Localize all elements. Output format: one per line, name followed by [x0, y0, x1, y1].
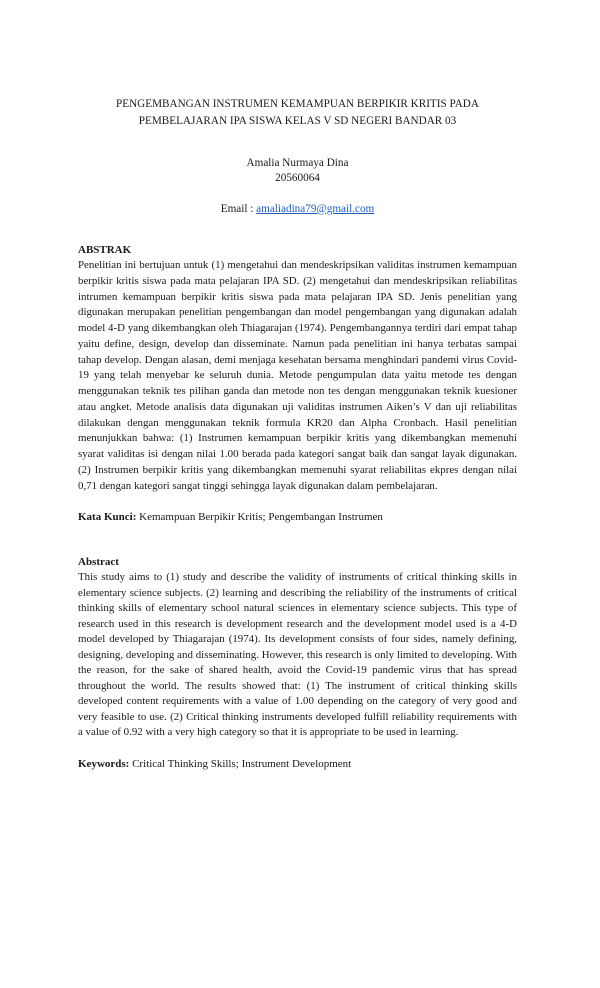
title-line-1: PENGEMBANGAN INSTRUMEN KEMAMPUAN BERPIKIR KRITIS PADA	[116, 98, 479, 110]
abstract-heading: Abstract	[78, 556, 119, 569]
kata-kunci-text: Kemampuan Berpikir Kritis; Pengembangan Instrumen	[136, 511, 383, 524]
email-line	[78, 202, 517, 217]
email-link[interactable]: amaliadina79@gmail.com	[256, 203, 375, 215]
keywords-text: Critical Thinking Skills; Instrument Development	[129, 757, 352, 770]
author-name: Amalia Nurmaya Dina	[246, 157, 349, 169]
keywords-line	[78, 757, 517, 772]
paper-title	[78, 96, 517, 130]
author-id: 20560064	[275, 172, 320, 184]
paper-body	[78, 96, 517, 772]
kata-kunci-line	[78, 510, 517, 525]
abstrak-body: Penelitian ini bertujuan untuk (1) mengetahui dan mendeskripsikan validitas instrumen kemampuan berpikir kritis siswa pada mata pelajaran IPA SD. (2) mengetahui dan mendeskripsikan reliabilitas intrumen kemampuan berpikir kritis siswa pada mata pelajaran IPA SD. Jenis penelitian yang digunakan merupakan penelitian pengembangan dan model pengembangan yang digunakan adalah model 4-D yang dikembangkan oleh Thiagarajan (1974). Pengembangannya terdiri dari empat tahap yaitu define, design, develop dan disseminate. Namun pada penelitian ini hanya terbatas sampai tahap develop. Dengan alasan, demi menjaga kesehatan bersama menghindari pandemi virus Covid-19 yang telah menyebar ke seluruh dunia. Metode pengumpulan data yaitu metode tes dengan menggunakan teknik tes pilihan ganda dan metode non tes dengan menggunakan teknik kuesioner atau angket. Metode analisis data digunakan uji validitas instrumen Aiken’s V dan uji reliabilitas dilakukan dengan menggunakan teknik formula KR20 dan Alpha Cronbach. Hasil penelitian menunjukkan bahwa: (1) Instrumen kemampuan berpikir kritis yang dikembangkan memenuhi syarat validitas isi dengan nilai 1.00 berada pada kategori sangat baik dan sangat layak digunakan. (2) Instrumen berpikir kritis yang dikembangkan memenuhi syarat reliabilitas ekpres dengan nilai 0,71 dengan kategori sangat tinggi sehingga layak digunakan dalam pembelajaran.	[78, 259, 517, 492]
keywords-label: Keywords:	[78, 757, 130, 770]
email-label: Email :	[220, 203, 257, 215]
title-line-2: PEMBELAJARAN IPA SISWA KELAS V SD NEGERI BANDAR 03	[138, 115, 457, 127]
abstract-body: This study aims to (1) study and describe the validity of instruments of critical thinking skills in elementary science subjects. (2) learning and describing the reliability of the instruments of critical thinking skills of elementary school natural sciences in elementary science subjects. This type of research used in this research is development research and the development model used is a 4-D model developed by Thiagarajan (1974). Its development consists of four sides, namely defining, designing, developing and disseminating. However, this research is only limited to developing. With the reason, for the sake of shared health, avoid the Covid-19 pandemic virus that has spread throughout the world. The results showed that: (1) The instrument of critical thinking skills developed content requirements with a value of 1.00 depending on the category of very good and very feasible to use. (2) Critical thinking instruments developed fulfill reliability requirements with a value of 0.92 with a very high category so that it is appropriate to be used in learning.	[78, 571, 517, 739]
author-block	[78, 156, 517, 186]
kata-kunci-label: Kata Kunci:	[78, 511, 137, 524]
abstrak-heading: ABSTRAK	[78, 244, 132, 256]
